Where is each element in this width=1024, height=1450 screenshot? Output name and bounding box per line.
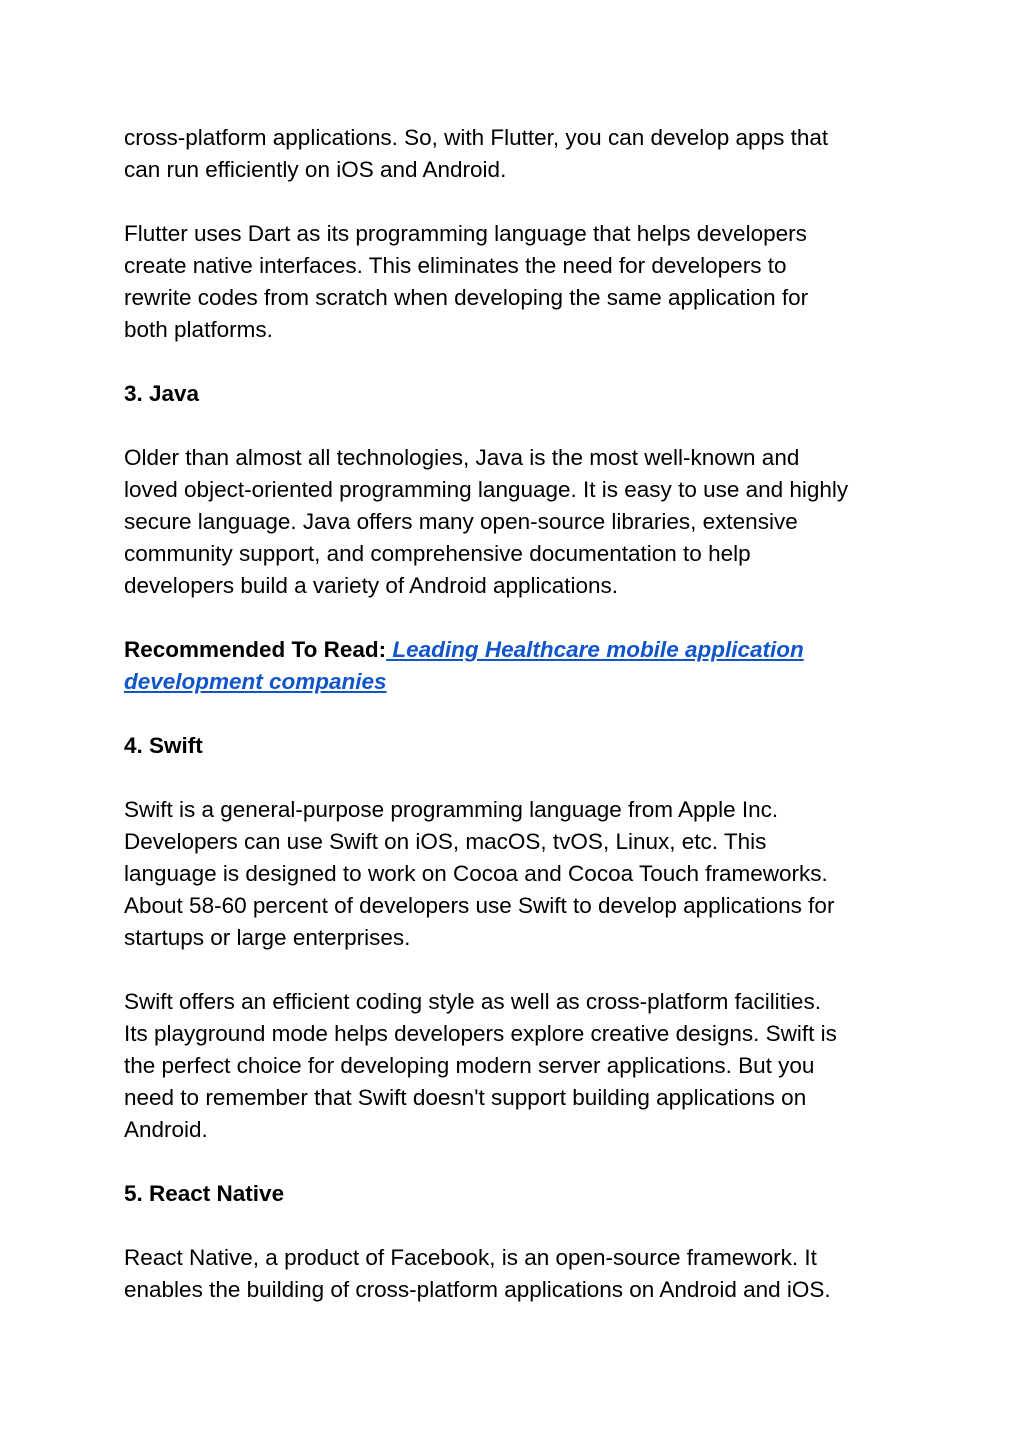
heading-swift: 4. Swift	[124, 733, 203, 758]
heading-react-native: 5. React Native	[124, 1181, 285, 1206]
paragraph-react-native: React Native, a product of Facebook, is an open-source framework. It enables the building of cross-platform applications on Android and iOS.	[124, 1245, 831, 1302]
paragraph-swift-intro: Swift is a general-purpose programming language from Apple Inc. Developers can use Swift on iOS, macOS, tvOS, Linux, etc. This language is designed to work on Cocoa and Cocoa Touch frameworks. About 58-60 percent of developers use Swift to develop applications for startups or large enterprises.	[124, 797, 835, 950]
recommended-link[interactable]: Leading Healthcare mobile application development companies	[124, 637, 804, 694]
recommended-label: Recommended To Read:	[124, 637, 387, 662]
paragraph-java: Older than almost all technologies, Java is the most well-known and loved object-oriented programming language. It is easy to use and highly secure language. Java offers many open-source libraries, extensive community support, and comprehensive documentation to help developers build a variety of Android applications.	[124, 445, 849, 598]
paragraph-swift-features: Swift offers an efficient coding style as well as cross-platform facilities. Its playground mode helps developers explore creative designs. Swift is the perfect choice for developing modern server applications. But you need to remember that Swift doesn't support building applications on Android.	[124, 989, 837, 1142]
paragraph-flutter-intro: cross-platform applications. So, with Flutter, you can develop apps that can run efficiently on iOS and Android.	[124, 125, 829, 182]
heading-java: 3. Java	[124, 381, 200, 406]
recommended-read	[124, 634, 924, 698]
paragraph-flutter-dart: Flutter uses Dart as its programming language that helps developers create native interfaces. This eliminates the need for developers to rewrite codes from scratch when developing the same application for both platforms.	[124, 221, 809, 342]
document-page	[124, 122, 924, 1338]
